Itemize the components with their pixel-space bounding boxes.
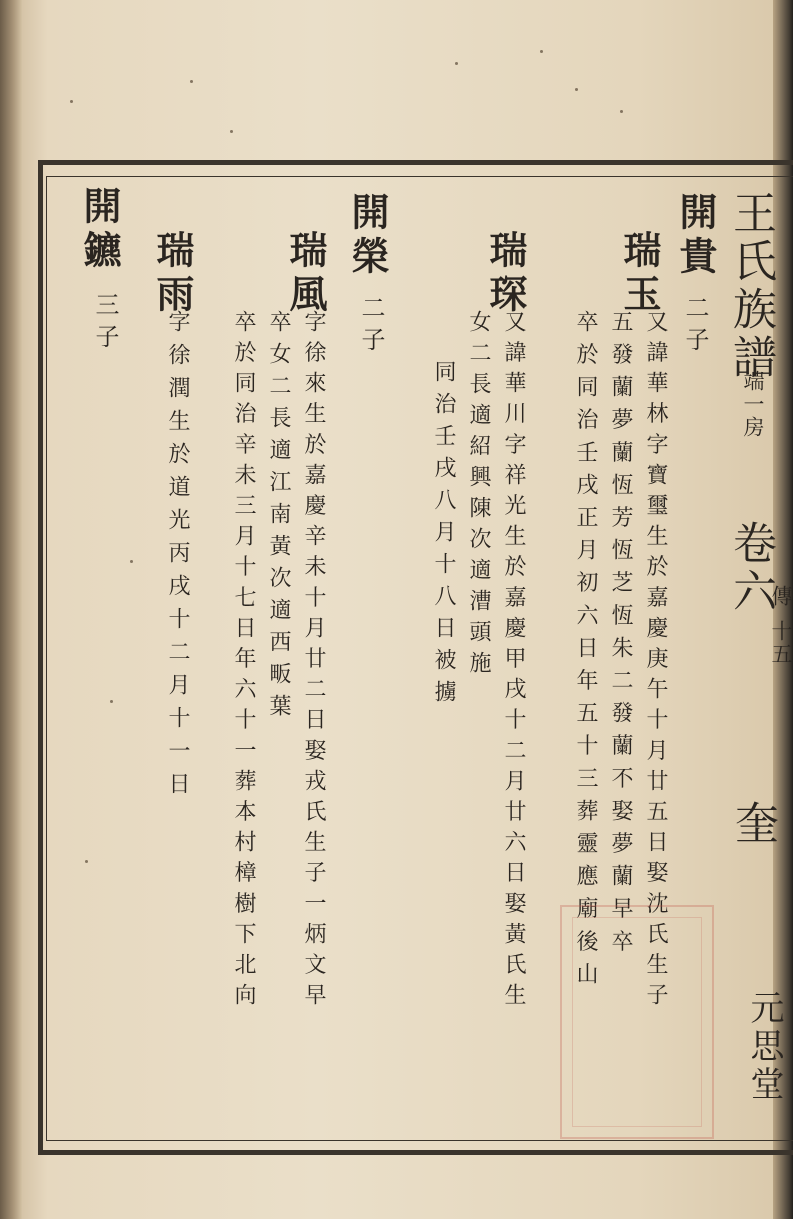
children-count: 三子 — [91, 292, 119, 356]
section-label: 傳 — [769, 585, 793, 608]
branch-label: 端一房 — [741, 370, 765, 439]
children-count: 二子 — [681, 295, 709, 359]
biography-line: 字徐來生於嘉慶辛未十月廿二日娶戎氏生子一炳文早 — [301, 310, 326, 1014]
biography-line: 卒女二長適江南黃次適西畈葉 — [266, 310, 291, 726]
page-number: 十五 — [769, 620, 793, 666]
biography-line: 同治壬戌八月十八日被擄 — [431, 360, 456, 712]
children-count: 二子 — [357, 295, 385, 359]
genealogy-name-ruichen: 瑞琛 — [483, 230, 528, 318]
genealogy-name-kaigui: 開貴 — [673, 192, 718, 280]
biography-line: 五發蘭夢蘭恆芳恆芝恆朱二發蘭不娶夢蘭早卒 — [608, 310, 633, 962]
biography-line: 女二長適紹興陳次適漕頭施 — [466, 310, 491, 682]
biography-line: 卒於同治壬戌正月初六日年五十三葬靈應廟後山 — [573, 310, 598, 995]
genealogy-name-ruiyu2: 瑞雨 — [150, 230, 195, 318]
genealogy-name-kairong: 開榮 — [345, 192, 390, 280]
genealogy-name-kaibiao: 開鑣 — [77, 186, 122, 274]
hall-label: 奎 — [727, 800, 778, 848]
book-spine — [0, 0, 22, 1219]
genealogy-name-ruifeng: 瑞風 — [283, 230, 328, 318]
genealogy-name-ruiyu: 瑞玉 — [617, 230, 662, 318]
biography-line: 又諱華川字祥光生於嘉慶甲戌十二月廿六日娶黃氏生 — [501, 310, 526, 1014]
seal-stamp — [560, 905, 714, 1139]
hall-name: 元思堂 — [744, 990, 784, 1104]
volume-label: 卷六 — [725, 520, 776, 616]
biography-line: 卒於同治辛未三月十七日年六十一葬本村樟樹下北向 — [231, 310, 256, 1014]
book-title: 王氏族譜 — [725, 190, 776, 382]
biography-line: 又諱華林字寶璽生於嘉慶庚午十月廿五日娶沈氏生子 — [643, 310, 668, 1014]
biography-line: 字徐潤生於道光丙戌十二月十一日 — [165, 310, 190, 805]
